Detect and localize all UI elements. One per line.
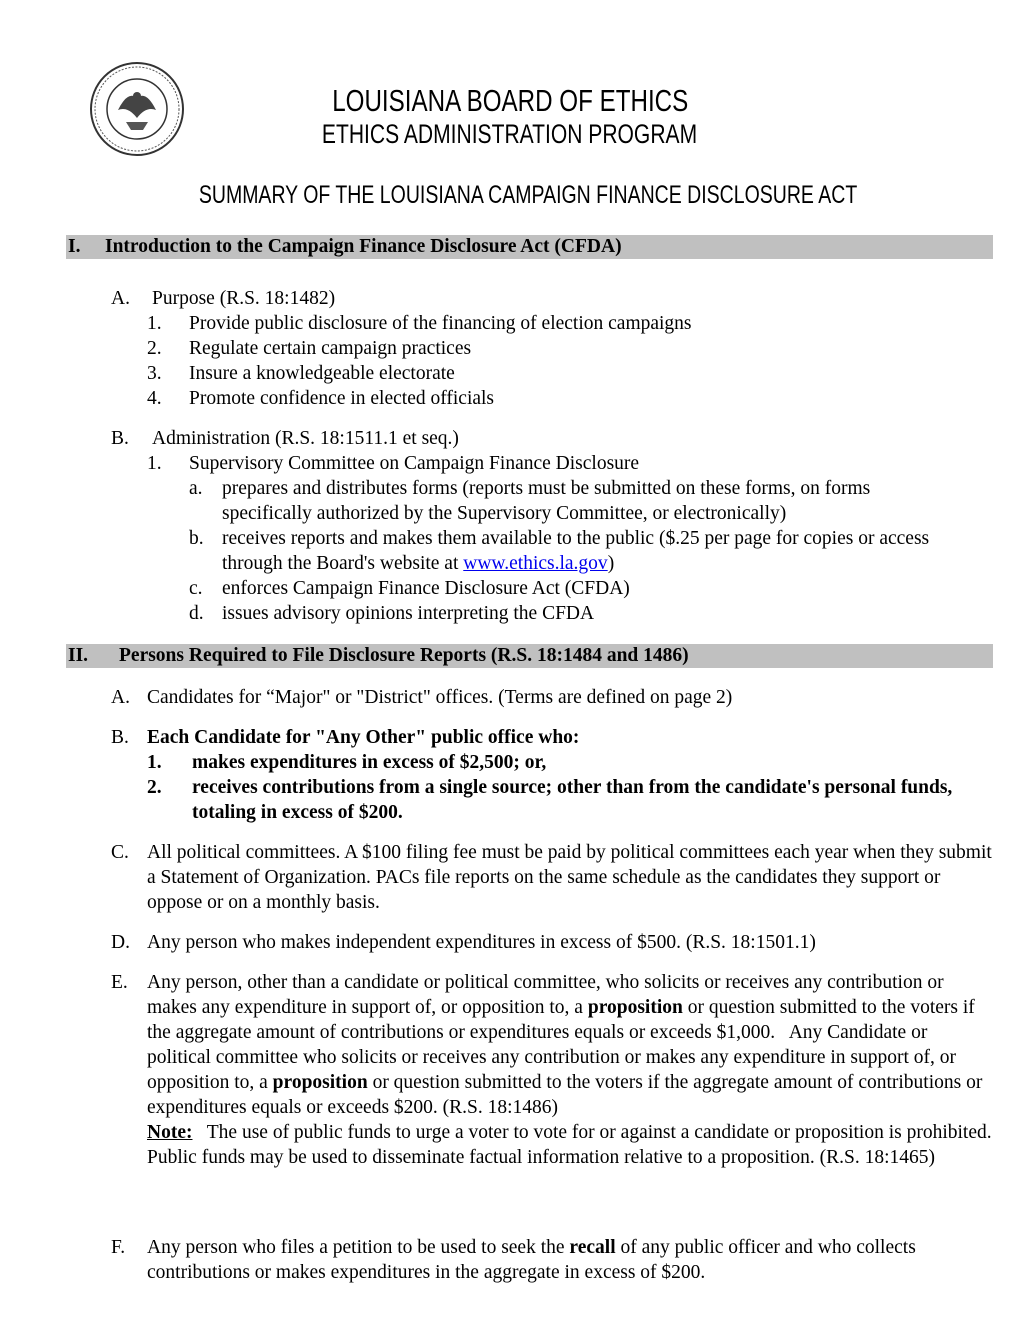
item-text: All political committees. A $100 filing fee must be paid by political committees each year when they submit a Statement of Organization. PACs file reports on the same schedule as the candidates they support or oppose or on a monthly basis. (147, 842, 992, 913)
board-title: LOUISIANA BOARD OF ETHICS (331, 83, 689, 118)
ethics-website-link[interactable]: www.ethics.la.gov (463, 553, 608, 574)
item-letter: C. (111, 842, 129, 863)
list-item: Supervisory Committee on Campaign Finance Disclosure (189, 453, 640, 474)
section-2-title: Persons Required to File Disclosure Reports (R.S. 18:1484 and 1486) (119, 645, 689, 666)
text-segment: of any public officer and who collects contributions or makes expenditures in the aggregate in excess of $200. (147, 1237, 916, 1283)
text-segment: Any person, other than a candidate or political committee, who solicits or receives any contribution or makes any expenditure in support of, or opposition to, a (147, 972, 949, 1018)
item-text (147, 970, 1007, 1170)
administration-heading: Administration (R.S. 18:1511.1 et seq.) (152, 428, 459, 449)
note-text: The use of public funds to urge a voter to vote for or against a candidate or proposition is prohibited. Public funds may be used to disseminate factual information relative to a proposition. (R.S. 18:1465) (147, 1122, 1007, 1168)
item-text: Any person who makes independent expenditures in excess of $500. (R.S. 18:1501.1) (147, 932, 816, 953)
list-item: Regulate certain campaign practices (189, 338, 472, 359)
sub-letter: a. (189, 478, 203, 499)
sub-item: prepares and distributes forms (reports must be submitted on these forms, on forms specifically authorized by the Supervisory Committee, or electronically) (222, 478, 871, 524)
sub-item: issues advisory opinions interpreting the CFDA (222, 603, 595, 624)
text-segment: Any person who files a petition to be used to seek the (147, 1237, 570, 1258)
item-letter: D. (111, 932, 130, 953)
program-subtitle: ETHICS ADMINISTRATION PROGRAM (322, 119, 698, 149)
purpose-heading: Purpose (R.S. 18:1482) (152, 288, 336, 309)
sub-letter: d. (189, 603, 204, 624)
sub-item-text: ) (607, 553, 615, 574)
text-segment: or question submitted to the voters if the aggregate amount of contributions or expenditures equals or exceeds $1,000. Any Candidate or political committee who solicits or receives any contribution or makes any expenditure in support of, or opposition to, a (147, 997, 980, 1093)
section-1-number: I. (68, 236, 81, 257)
item-letter: F. (111, 1237, 126, 1258)
list-number: 4. (147, 388, 162, 409)
list-number: 2. (147, 777, 162, 798)
list-number: 1. (147, 313, 162, 334)
item-letter: B. (111, 727, 129, 748)
sub-letter: c. (189, 578, 203, 599)
section-2-number: II. (68, 645, 89, 666)
item-letter: B. (111, 428, 129, 449)
list-item: Promote confidence in elected officials (189, 388, 495, 409)
text-segment: or question submitted to the voters if the aggregate amount of contributions or expenditures equals or exceeds $200. (R.S. 18:1486) (147, 1072, 988, 1118)
item-text: Candidates for “Major" or "District" offices. (Terms are defined on page 2) (147, 687, 733, 708)
item-text: Each Candidate for "Any Other" public office who: (147, 727, 580, 748)
item-text (147, 1235, 947, 1285)
item-letter: A. (111, 288, 130, 309)
list-item: Provide public disclosure of the financing of election campaigns (189, 313, 692, 334)
sub-item-text: receives reports and makes them available to the public ($.25 per page for copies or access through the Board's website at (222, 528, 930, 574)
sub-item: enforces Campaign Finance Disclosure Act (CFDA) (222, 578, 630, 599)
document-title: SUMMARY OF THE LOUISIANA CAMPAIGN FINANCE DISCLOSURE ACT (198, 181, 858, 209)
list-item: makes expenditures in excess of $2,500; or, (192, 752, 547, 773)
note-label: Note: (147, 1122, 193, 1143)
section-1-title: Introduction to the Campaign Finance Disclosure Act (CFDA) (105, 236, 622, 257)
list-item: Insure a knowledgeable electorate (189, 363, 455, 384)
bold-term: proposition (272, 1072, 368, 1093)
list-number: 2. (147, 338, 162, 359)
bold-term: recall (569, 1237, 616, 1258)
sub-letter: b. (189, 528, 204, 549)
sub-item (222, 526, 962, 576)
bold-term: proposition (587, 997, 683, 1018)
list-number: 1. (147, 453, 162, 474)
list-number: 3. (147, 363, 162, 384)
list-item: receives contributions from a single source; other than from the candidate's personal funds, totaling in excess of $200. (192, 777, 953, 823)
item-letter: E. (111, 972, 128, 993)
list-number: 1. (147, 752, 162, 773)
item-letter: A. (111, 687, 130, 708)
